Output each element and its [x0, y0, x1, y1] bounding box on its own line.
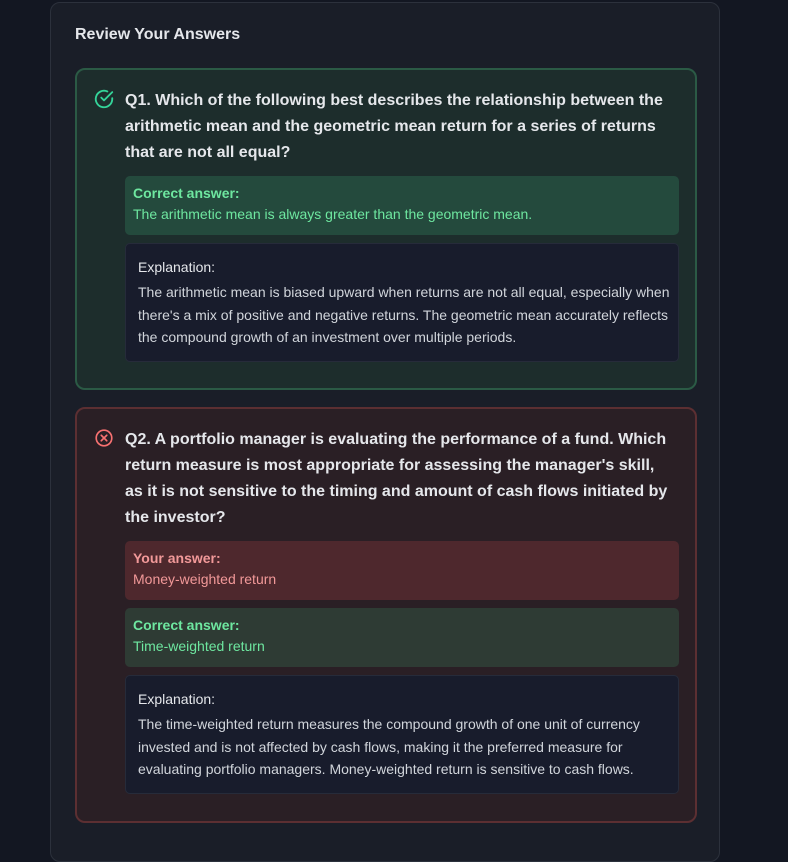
correct-answer-value: Time-weighted return — [133, 638, 265, 654]
explanation-box — [125, 243, 679, 362]
question-text: Q2. A portfolio manager is evaluating the performance of a fund. Which return measure is most appropriate for assessing the manager's skill, as it is not sensitive to the timing and amount of cash flows initiated by the investor? — [125, 431, 668, 526]
correct-answer-value: The arithmetic mean is always greater than the geometric mean. — [133, 206, 533, 222]
x-circle-icon — [93, 427, 115, 449]
correct-answer-box — [125, 608, 679, 667]
your-answer-value: Money-weighted return — [133, 571, 277, 587]
question-card-incorrect — [75, 407, 697, 823]
correct-answer-label: Correct answer: — [133, 617, 240, 633]
check-circle-icon — [93, 88, 115, 110]
explanation-text: The arithmetic mean is biased upward when returns are not all equal, especially when there's a mix of positive and negative returns. The geometric mean accurately reflects the compound growth of an investment over multiple periods. — [138, 284, 670, 345]
explanation-box — [125, 675, 679, 794]
review-panel — [50, 2, 720, 862]
your-answer-label: Your answer: — [133, 550, 221, 566]
panel-title: Review Your Answers — [75, 26, 241, 43]
explanation-label: Explanation: — [138, 691, 216, 707]
correct-answer-label: Correct answer: — [133, 185, 240, 201]
your-answer-box — [125, 541, 679, 600]
explanation-text: The time-weighted return measures the compound growth of one unit of currency invested and is not affected by cash flows, making it the preferred measure for evaluating portfolio managers. Money-weighted return is sensitive to cash flows. — [138, 716, 640, 777]
question-card-correct — [75, 68, 697, 390]
question-text: Q1. Which of the following best describes the relationship between the arithmetic mean and the geometric mean return for a series of returns that are not all equal? — [125, 92, 663, 161]
explanation-label: Explanation: — [138, 259, 216, 275]
correct-answer-box — [125, 176, 679, 235]
